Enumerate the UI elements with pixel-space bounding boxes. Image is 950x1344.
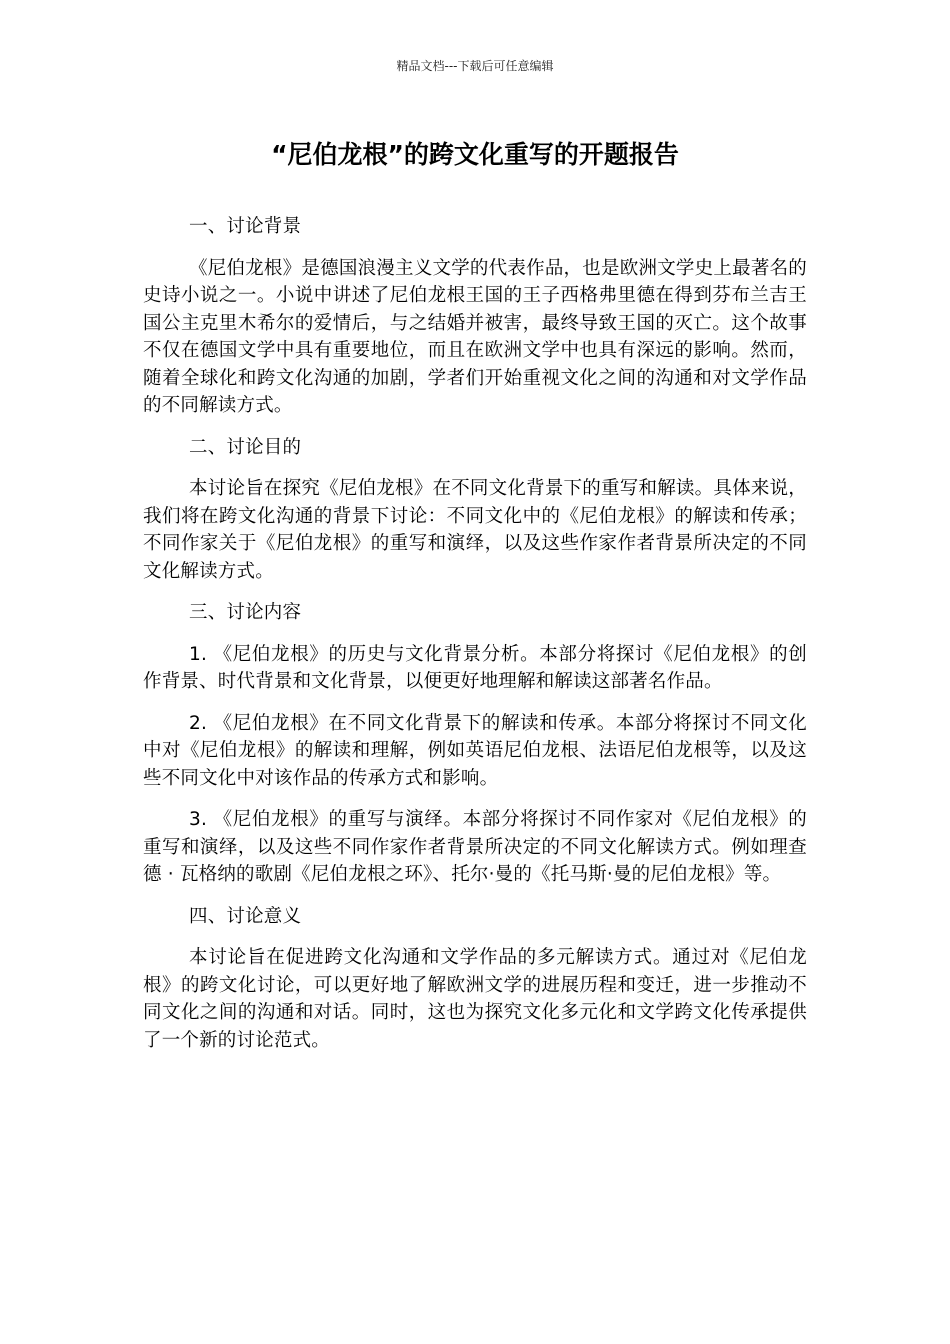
document-title: “尼伯龙根”的跨文化重写的开题报告 xyxy=(271,140,679,169)
section-content xyxy=(143,599,807,889)
page-header-note: 精品文档---下载后可任意编辑 xyxy=(396,59,554,73)
section-heading: 三、讨论内容 xyxy=(189,602,302,623)
paragraph: 1. 《尼伯龙根》的历史与文化背景分析。本部分将探讨《尼伯龙根》的创作背景、时代背景和文化背景，以便更好地理解和解读这部著名作品。 xyxy=(143,643,807,692)
paragraph: 3. 《尼伯龙根》的重写与演绎。本部分将探讨不同作家对《尼伯龙根》的重写和演绎，以及这些不同作家作者背景所决定的不同文化解读方式。例如理查德 · 瓦格纳的歌剧《尼伯龙根之环》、托尔·曼的《托马斯·曼的尼伯龙根》等。 xyxy=(143,809,807,885)
paragraph: 本讨论旨在促进跨文化沟通和文学作品的多元解读方式。通过对《尼伯龙根》的跨文化讨论，可以更好地了解欧洲文学的进展历程和变迁，进一步推动不同文化之间的沟通和对话。同时，这也为探究文化多元化和文学跨文化传承提供了一个新的讨论范式。 xyxy=(143,947,807,1051)
paragraph: 《尼伯龙根》是德国浪漫主义文学的代表作品，也是欧洲文学史上最著名的史诗小说之一。小说中讲述了尼伯龙根王国的王子西格弗里德在得到芬布兰吉王国公主克里木希尔的爱情后，与之结婚并被害，最终导致王国的灭亡。这个故事不仅在德国文学中具有重要地位，而且在欧洲文学中也具有深远的影响。然而，随着全球化和跨文化沟通的加剧，学者们开始重视文化之间的沟通和对文学作品的不同解读方式。 xyxy=(143,257,807,416)
paragraph: 2. 《尼伯龙根》在不同文化背景下的解读和传承。本部分将探讨不同文化中对《尼伯龙根》的解读和理解，例如英语尼伯龙根、法语尼伯龙根等，以及这些不同文化中对该作品的传承方式和影响。 xyxy=(143,712,807,789)
paragraph: 本讨论旨在探究《尼伯龙根》在不同文化背景下的重写和解读。具体来说，我们将在跨文化沟通的背景下讨论：不同文化中的《尼伯龙根》的解读和传承；不同作家关于《尼伯龙根》的重写和演绎，以及这些作家作者背景所决定的不同文化解读方式。 xyxy=(143,478,807,582)
section-purpose xyxy=(143,434,807,586)
section-heading: 四、讨论意义 xyxy=(189,905,302,927)
document-body xyxy=(143,213,807,1068)
section-significance xyxy=(143,903,807,1055)
section-heading: 二、讨论目的 xyxy=(189,436,302,458)
section-heading: 一、讨论背景 xyxy=(189,216,302,237)
section-background xyxy=(143,213,807,420)
